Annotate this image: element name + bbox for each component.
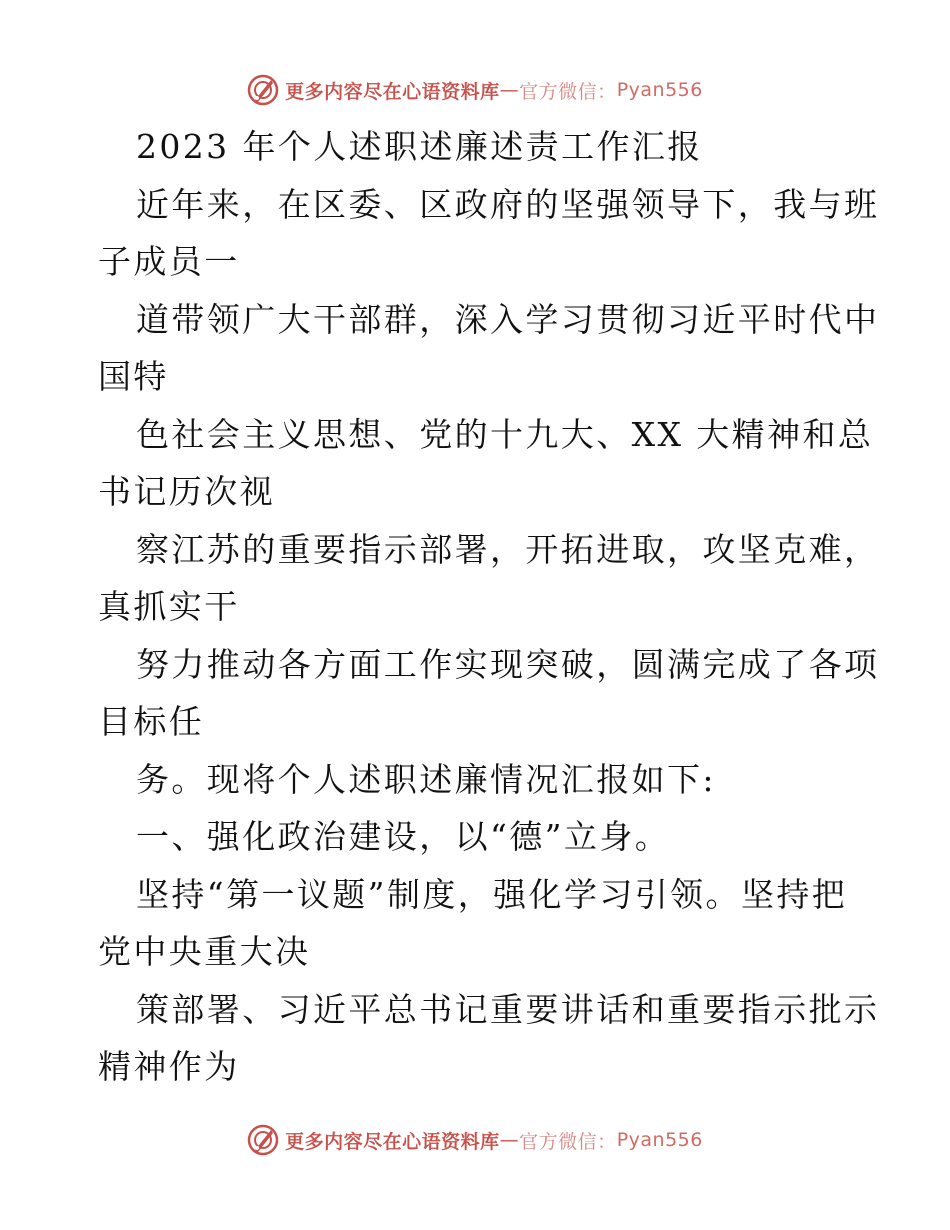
- logo-icon: [247, 74, 279, 106]
- logo-icon: [247, 1124, 279, 1156]
- document-title: 2023 年个人述职述廉述责工作汇报: [136, 127, 703, 166]
- watermark-official-label: 官方微信：: [519, 1130, 617, 1153]
- watermark-site-name: 更多内容尽在心语资料库: [285, 80, 500, 103]
- watermark-site-name: 更多内容尽在心语资料库: [285, 1130, 500, 1153]
- document-text-line: 目标任: [98, 702, 205, 741]
- document-text-line: 察江苏的重要指示部署，开拓进取，攻坚克难，: [136, 529, 880, 569]
- document-text-line: 一、强化政治建设，以“德”立身。: [136, 817, 671, 856]
- document-text-line: 务。现将个人述职述廉情况汇报如下:: [136, 759, 716, 799]
- document-text-line: 坚持“第一议题”制度，强化学习引领。坚持把: [136, 874, 848, 914]
- document-body: [98, 118, 880, 1096]
- document-text-line: 党中央重大决: [98, 932, 311, 971]
- document-text-line: 书记历次视: [98, 472, 275, 511]
- document-text-line: 真抓实干: [98, 587, 240, 626]
- document-text-line: 策部署、习近平总书记重要讲话和重要指示批示: [136, 989, 880, 1029]
- header-watermark: [0, 70, 950, 110]
- document-text-line: 色社会主义思想、党的十九大、XX 大精神和总: [136, 414, 874, 454]
- watermark-separator: —: [499, 1129, 520, 1151]
- watermark-wechat-id: Pyan556: [616, 79, 703, 101]
- document-text-line: 子成员一: [98, 242, 240, 281]
- watermark-separator: —: [499, 79, 520, 101]
- document-text-line: 努力推动各方面工作实现突破，圆满完成了各项: [136, 644, 880, 684]
- watermark-official-label: 官方微信：: [519, 80, 617, 103]
- document-text-line: 近年来，在区委、区政府的坚强领导下，我与班: [136, 184, 880, 224]
- footer-watermark: [0, 1120, 950, 1160]
- document-text-line: 国特: [98, 357, 169, 396]
- document-text-line: 道带领广大干部群，深入学习贯彻习近平时代中: [136, 299, 880, 339]
- document-text-line: 精神作为: [98, 1047, 240, 1086]
- watermark-wechat-id: Pyan556: [616, 1129, 703, 1151]
